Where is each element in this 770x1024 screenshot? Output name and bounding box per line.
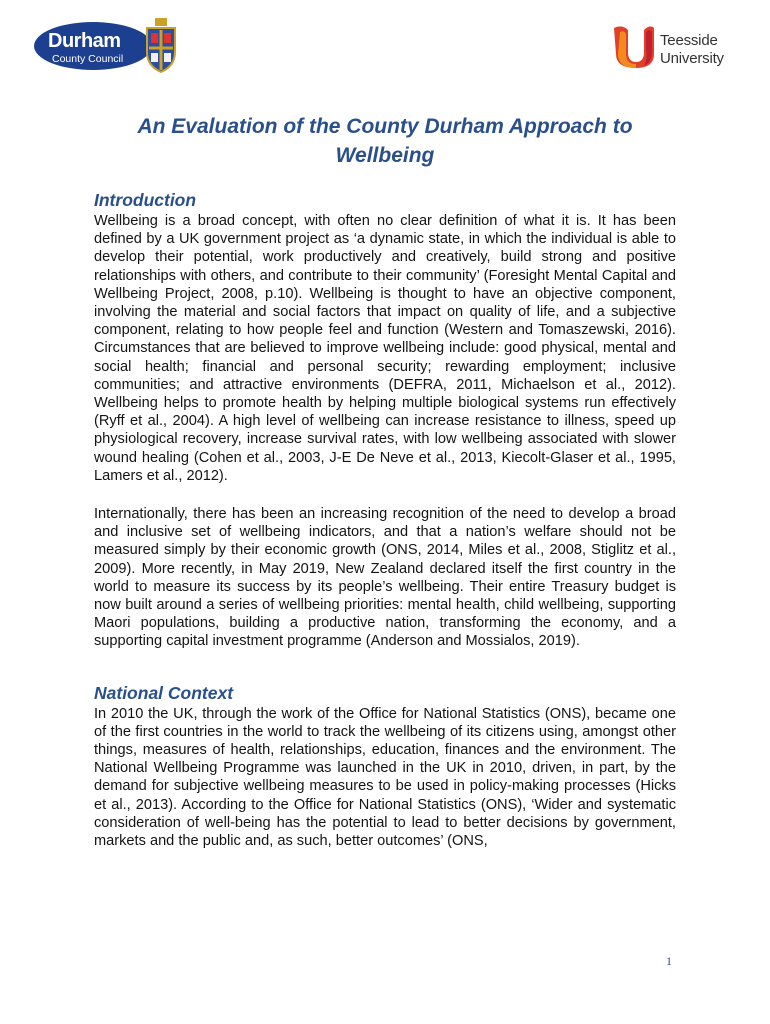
section-spacer [94,651,676,681]
teesside-logo-line2: University [660,50,724,67]
teesside-university-logo [612,20,742,76]
introduction-paragraph-1: Wellbeing is a broad concept, with often no clear definition of what it is. It has been defined by a UK government project as ‘a dynamic state, in which the individual is able to develop their potential, work productively and creatively, build strong and positive relationships with others, and contribute to their community’ (Foresight Mental Capital and Wellbeing Project, 2008, p.10). Wellbeing is thought to have an objective component, involving the material and social factors that impact on quality of life, and a subjective component, relating to how people feel and function (Western and Tomaszewski, 2016). Circumstances that are believed to improve wellbeing include: good physical, mental and social health; financial and personal security; rewarding employment; inclusive communities; and attractive environments (DEFRA, 2011, Michaelson et al., 2012). Wellbeing helps to promote health by helping multiple biological systems run effectively (Ryff et al., 2004). A high level of wellbeing can increase resistance to illness, speed up physiological recovery, increase survival rates, with low wellbeing associated with slower wound healing (Cohen et al., 2003, J-E De Neve et al., 2013, Kiecolt-Glaser et al., 1995, Lamers et al., 2012). [94,213,676,484]
page-header [0,10,770,80]
introduction-paragraph-2: Internationally, there has been an increasing recognition of the need to develop a broad and inclusive set of wellbeing indicators, and that a nation’s welfare should not be measured simply by their economic growth (ONS, 2014, Miles et al., 2008, Stiglitz et al., 2009). More recently, in May 2019, New Zealand declared itself the first country in the world to measure its success by its people’s wellbeing. Their entire Treasury budget is now built around a series of wellbeing priorities: mental health, child wellbeing, supporting Maori populations, building a productive nation, transforming the economy, and a supporting capital investment programme (Anderson and Mossialos, 2019). [94,506,676,650]
durham-county-council-logo [34,16,174,76]
document-title: An Evaluation of the County Durham Approach to Wellbeing [137,115,633,167]
teesside-mark-icon [612,22,656,70]
durham-logo-subtitle: County Council [52,53,124,65]
national-context-heading: National Context [94,682,234,703]
introduction-heading: Introduction [94,190,197,210]
document-body [94,188,676,850]
durham-logo-name: Durham [48,30,121,52]
coat-of-arms-icon [141,16,181,76]
paragraph-spacer [94,485,676,505]
page-number: 1 [666,954,672,968]
teesside-logo-line1: Teesside [660,32,718,49]
national-context-paragraph-1: In 2010 the UK, through the work of the Office for National Statistics (ONS), became one of the first countries in the world to track the wellbeing of its citizens using, amongst other things, measures of health, relationships, education, finances and the environment. The National Wellbeing Programme was launched in the UK in 2010, driven, in part, by the demand for subjective wellbeing measures to be used in policy-making processes (Hicks et al., 2013). According to the Office for National Statistics (ONS), ‘Wider and systematic consideration of well-being has the potential to lead to better decisions by government, markets and the public and, as such, better outcomes’ (ONS, [94,705,676,850]
